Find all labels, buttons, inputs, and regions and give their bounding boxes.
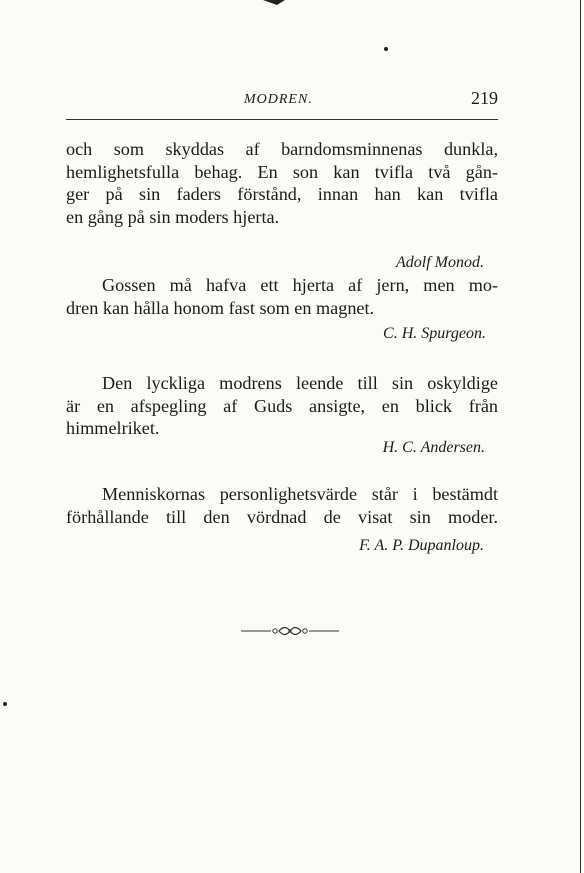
quote-4-author: F. A. P. Dupanloup. — [359, 537, 484, 554]
top-edge-mark-icon — [263, 0, 285, 5]
header-rule — [66, 119, 498, 120]
page-edge — [580, 0, 581, 873]
quote-line: hemlighetsfulla behag. En son kan tvifla två gån- — [66, 161, 498, 182]
quote-1-text — [66, 138, 498, 228]
page-number: 219 — [471, 88, 498, 108]
ink-speck — [384, 47, 388, 51]
quote-line: en gång på sin moders hjerta. — [66, 206, 280, 227]
end-ornament-icon — [241, 623, 339, 639]
quote-2-text — [66, 274, 498, 319]
quote-line: och som skyddas af barndomsminnenas dunkla, — [66, 139, 498, 159]
running-title: MODREN. — [244, 92, 313, 107]
quote-3-text — [66, 372, 498, 440]
quote-3-author: H. C. Andersen. — [382, 439, 485, 456]
quote-line: Gossen må hafva ett hjerta af jern, men mo- — [102, 275, 498, 295]
quote-line: Den lyckliga modrens leende till sin oskyldige — [102, 373, 498, 393]
quote-line: är en afspegling af Guds ansigte, en blick från — [66, 395, 498, 416]
quote-1-author: Adolf Monod. — [396, 254, 484, 271]
quote-line: dren kan hålla honom fast som en magnet. — [66, 297, 375, 318]
quote-line: ger på sin faders förstånd, innan han kan tvifla — [66, 184, 498, 204]
margin-speck — [3, 702, 7, 706]
quote-4-text — [66, 483, 498, 528]
page-header — [66, 88, 498, 114]
quote-line: förhållande till den vördnad de visat sin moder. — [66, 506, 498, 527]
quote-line: Menniskornas personlighetsvärde står i bestämdt — [102, 484, 498, 504]
quote-line: himmelriket. — [66, 418, 160, 438]
quote-2-author: C. H. Spurgeon. — [383, 325, 486, 342]
